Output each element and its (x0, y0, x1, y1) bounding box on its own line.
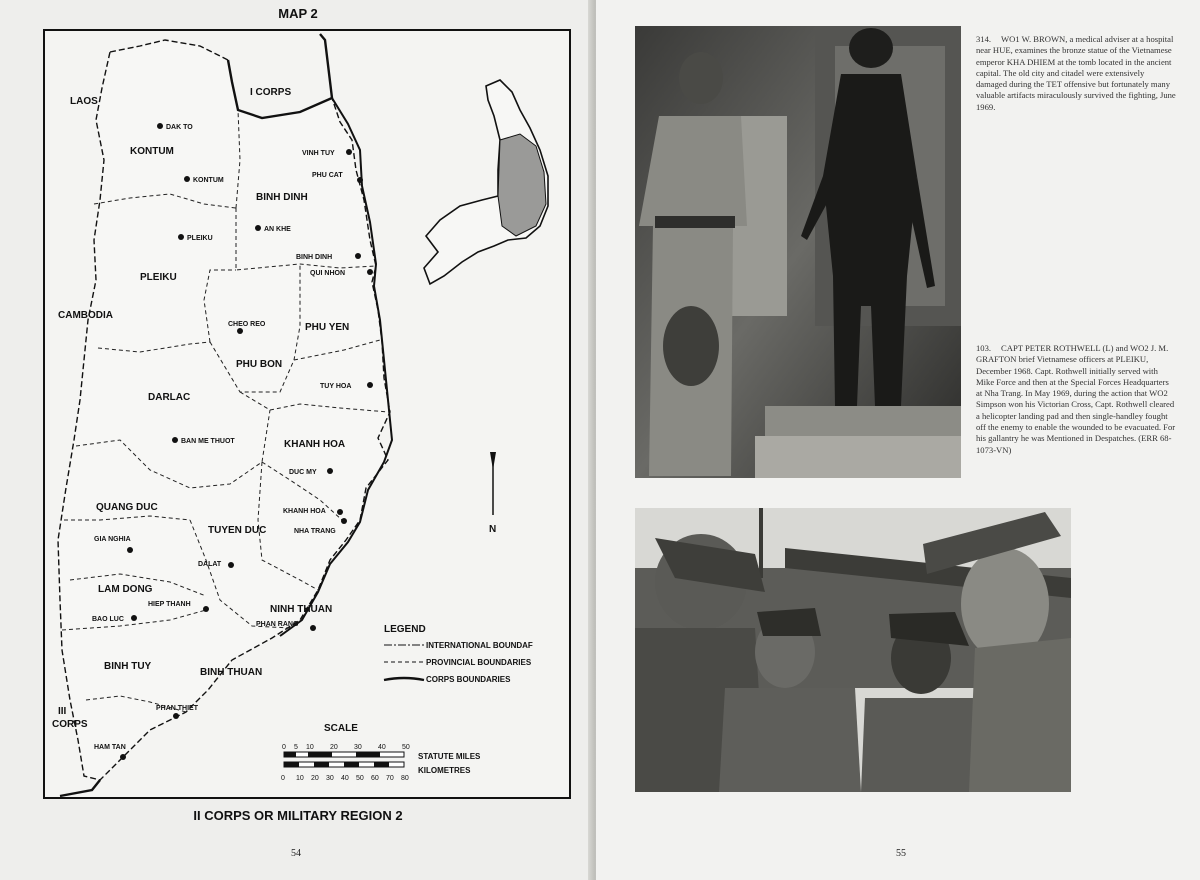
scale-km-tick: 80 (401, 775, 409, 782)
legend-provincial-label: PROVINCIAL BOUNDARIES (426, 658, 532, 667)
scale-km-block (284, 762, 299, 767)
town-khanh-hoa: KHANH HOA (283, 508, 326, 515)
legend-international-label: INTERNATIONAL BOUNDAF (426, 641, 533, 650)
town-tuy-hoa: TUY HOA (320, 383, 352, 390)
scale-miles-block (308, 752, 332, 757)
province-tuyen-duc: TUYEN DUC (208, 525, 267, 536)
town-marker (341, 518, 347, 524)
scale-km-block (374, 762, 389, 767)
scale-km-tick: 20 (311, 775, 319, 782)
town-marker (203, 606, 209, 612)
scale-km-tick: 70 (386, 775, 394, 782)
town-dalat: DALAT (198, 561, 222, 568)
town-qui-nhon: QUI NHON (310, 270, 345, 277)
province-binh-dinh: BINH DINH (256, 192, 308, 203)
map-figure (0, 0, 596, 880)
scale-km-tick: 0 (281, 775, 285, 782)
town-phan-thiet: PHAN THIET (156, 705, 198, 712)
scale-km-tick: 40 (341, 775, 349, 782)
province-pleiku: PLEIKU (140, 272, 177, 283)
town-binh-dinh: BINH DINH (296, 254, 333, 261)
legend-corps-label: CORPS BOUNDARIES (426, 675, 511, 684)
scale-miles-block (284, 752, 296, 757)
left-page (0, 0, 596, 880)
map-caption: II CORPS OR MILITARY REGION 2 (193, 808, 403, 823)
photo-briefing-image (635, 508, 1071, 792)
town-nha-trang: NHA TRANG (294, 528, 336, 535)
region-laos: LAOS (70, 96, 98, 107)
photo-statue (635, 26, 961, 478)
province-binh-thuan: BINH THUAN (200, 667, 263, 678)
town-marker (127, 547, 133, 553)
town-dak-to: DAK TO (166, 124, 193, 131)
town-phan-rang: PHAN RANG (256, 621, 299, 628)
legend-title: LEGEND (384, 624, 426, 635)
town-ban-me-thuot: BAN ME THUOT (181, 438, 235, 445)
town-marker (172, 437, 178, 443)
town-pleiku: PLEIKU (187, 235, 213, 242)
province-darlac: DARLAC (148, 392, 191, 403)
town-cheo-reo: CHEO REO (228, 321, 266, 328)
scale-miles-tick: 0 (282, 744, 286, 751)
scale-miles-tick: 50 (402, 744, 410, 751)
caption-103 (976, 343, 1176, 456)
caption-103-number: 103. (976, 343, 992, 353)
scale-km-block (344, 762, 359, 767)
province-quang-duc: QUANG DUC (96, 502, 158, 513)
caption-314-text: WO1 W. BROWN, a medical adviser at a hospital near HUE, examines the bronze statue of the Vietnamese emperor KHA DHIEM at the tomb located in the ancient capital. The old city and citadel were extensively damaged during the TET offensive but fortunately many valuable artifacts miraculously survived the fighting, June 1969. (976, 34, 1176, 112)
town-marker (346, 149, 352, 155)
town-marker (355, 253, 361, 259)
town-marker (157, 123, 163, 129)
caption-314 (976, 34, 1176, 113)
scale-km-tick: 10 (296, 775, 304, 782)
scale-km-block (314, 762, 329, 767)
province-ninh-thuan: NINH THUAN (270, 604, 333, 615)
town-kontum: KONTUM (193, 177, 224, 184)
north-label: N (489, 524, 497, 535)
town-marker (357, 177, 363, 183)
town-marker (178, 234, 184, 240)
region-iii-corps-line2: CORPS (52, 719, 88, 730)
page-number-right: 55 (896, 848, 906, 859)
town-phu-cat: PHU CAT (312, 172, 343, 179)
province-khanh-hoa: KHANH HOA (284, 439, 346, 450)
photo-statue-image (635, 26, 961, 478)
town-marker (120, 754, 126, 760)
scale-miles-tick: 5 (294, 744, 298, 751)
province-lam-dong: LAM DONG (98, 584, 153, 595)
scale-km-tick: 60 (371, 775, 379, 782)
province-binh-tuy: BINH TUY (104, 661, 152, 672)
scale-title: SCALE (324, 723, 358, 734)
scale-miles-tick: 40 (378, 744, 386, 751)
scale-km-label: KILOMETRES (418, 766, 471, 775)
page-number-left: 54 (291, 848, 301, 859)
town-marker (184, 176, 190, 182)
town-marker (367, 269, 373, 275)
town-marker (310, 625, 316, 631)
right-page (596, 0, 1200, 880)
scale-miles-tick: 10 (306, 744, 314, 751)
scale-miles-label: STATUTE MILES (418, 752, 481, 761)
town-marker (255, 225, 261, 231)
town-hiep-thanh: HIEP THANH (148, 601, 191, 608)
photo-briefing (635, 508, 1071, 792)
town-ham-tan: HAM TAN (94, 744, 126, 751)
town-vinh-tuy: VINH TUY (302, 150, 335, 157)
town-marker (228, 562, 234, 568)
town-gia-nghia: GIA NGHIA (94, 536, 131, 543)
town-duc-my: DUC MY (289, 469, 317, 476)
region-cambodia: CAMBODIA (58, 310, 113, 321)
scale-miles-block (356, 752, 380, 757)
province-phu-yen: PHU YEN (305, 322, 350, 333)
town-marker (367, 382, 373, 388)
town-marker (237, 328, 243, 334)
province-phu-bon: PHU BON (236, 359, 283, 370)
caption-314-number: 314. (976, 34, 992, 44)
town-an-khe: AN KHE (264, 226, 291, 233)
town-marker (327, 468, 333, 474)
town-bao-luc: BAO LUC (92, 616, 124, 623)
scale-km-tick: 30 (326, 775, 334, 782)
province-kontum: KONTUM (130, 146, 174, 157)
town-marker (337, 509, 343, 515)
region-i-corps: I CORPS (250, 87, 292, 98)
town-marker (173, 713, 179, 719)
town-marker (131, 615, 137, 621)
scale-miles-bar (284, 752, 404, 757)
scale-km-ticks (281, 775, 409, 782)
caption-103-text: CAPT PETER ROTHWELL (L) and WO2 J. M. GRAFTON brief Vietnamese officers at PLEIKU, December 1968. Capt. Rothwell initially served with Mike Force and then at the Special Forces Headquarters at Nha Trang. In May 1969, during the action that WO2 Simpson won his Victorian Cross, Capt. Rothwell cleared a helicopter landing pad and then single-handley fought off the enemy to enable the wounded to be evacuated. For his gallantry he was Mentioned in Despatches. (ERR 68-1073-VN) (976, 343, 1176, 455)
region-iii-corps-line1: III (58, 706, 67, 717)
scale-miles-tick: 20 (330, 744, 338, 751)
map-title: MAP 2 (278, 6, 318, 21)
scale-km-tick: 50 (356, 775, 364, 782)
scale-miles-tick: 30 (354, 744, 362, 751)
